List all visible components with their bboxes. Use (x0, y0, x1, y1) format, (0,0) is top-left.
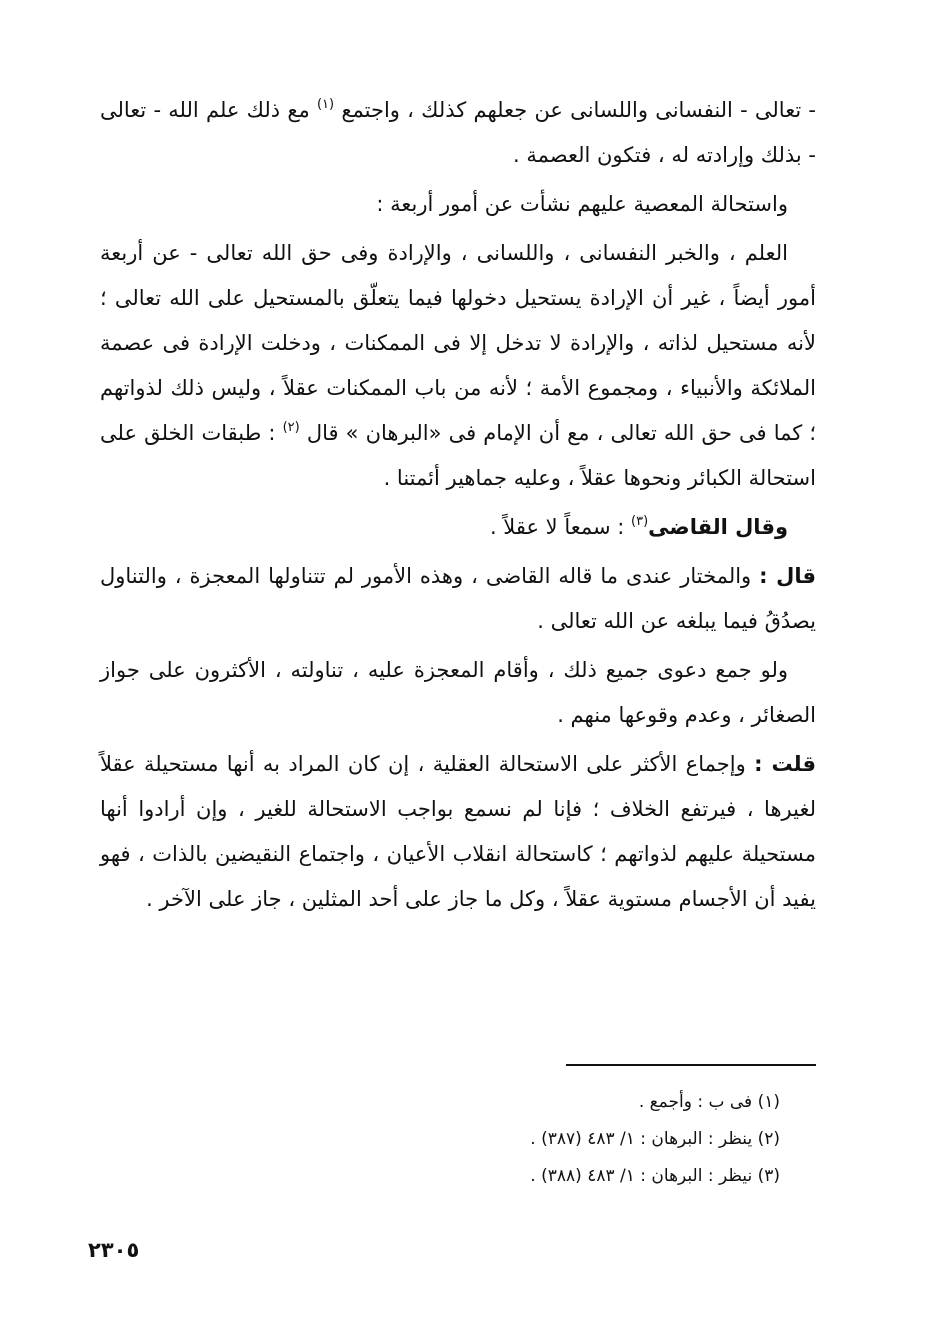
paragraph-5-rest: والمختار عندى ما قاله القاضى ، وهذه الأمور لم تتناولها المعجزة ، والتناول يصدُقُ فيما يبلغه عن الله تعالى . (100, 564, 816, 633)
paragraph-1-part-a: - تعالى - النفسانى واللسانى عن جعلهم كذلك ، واجتمع (334, 98, 816, 122)
footnote-1: (١) فى ب : وأجمع . (638, 1092, 780, 1112)
footnotes (380, 1084, 780, 1195)
paragraph-4 (100, 505, 816, 550)
footnote-ref-3: (٣) (631, 514, 649, 529)
page-number: ٢٣٠٥ (88, 1238, 140, 1262)
footnote-ref-1: (١) (316, 97, 335, 112)
footnote-2: (٢) ينظر : البرهان : ١/ ٤٨٣ (٣٨٧) . (530, 1129, 780, 1149)
footnote-ref-2: (٢) (282, 420, 300, 435)
main-text (100, 88, 816, 922)
paragraph-7 (100, 742, 816, 922)
paragraph-3-part-b: : طبقات الخلق على استحالة الكبائر ونحوها عقلاً ، وعليه جماهير أئمتنا . (100, 421, 816, 490)
paragraph-5-lead: قال : (759, 564, 816, 588)
paragraph-1 (100, 88, 816, 178)
paragraph-4-rest: : سمعاً لا عقلاً . (489, 515, 632, 539)
paragraph-7-lead: قلت : (754, 752, 816, 776)
paragraph-4-lead: وقال القاضى (648, 515, 788, 539)
paragraph-6: ولو جمع دعوى جميع ذلك ، وأقام المعجزة عليه ، تناولته ، الأكثرون على جواز الصغائر ، وعدم وقوعها منهم . (100, 658, 816, 727)
paragraph-3-part-a: العلم ، والخبر النفسانى ، واللسانى ، والإرادة وفى حق الله تعالى - عن أربعة أمور أيضاً ، غير أن الإرادة يستحيل دخولها فيما يتعلّق بالمستحيل على الله تعالى ؛ لأنه مستحيل لذاته ، والإرادة لا تدخل إلا فى الممكنات ، ودخلت الإرادة فى عصمة الملائكة والأنبياء ، ومجموع الأمة ؛ لأنه من باب الممكنات عقلاً ، وليس ذلك لذواتهم ؛ كما فى حق الله تعالى ، مع أن الإمام فى «البرهان » قال (100, 241, 817, 445)
footnote-separator-line (566, 1064, 816, 1066)
paragraph-5 (100, 554, 816, 644)
paragraph-7-rest: وإجماع الأكثر على الاستحالة العقلية ، إن كان المراد به أنها مستحيلة عقلاً لغيرها ، فيرتفع الخلاف ؛ فإنا لم نسمع بواجب الاستحالة للغير ، وإن أرادوا أنها مستحيلة عليهم لذواتهم ؛ كاستحالة انقلاب الأعيان ، واجتماع النقيضين بالذات ، فهو يفيد أن الأجسام مستوية عقلاً ، وكل ما جاز على أحد المثلين ، جاز على الآخر . (100, 752, 816, 911)
paragraph-1-part-b: مع ذلك علم الله - تعالى - بذلك وإرادته له ، فتكون العصمة . (100, 98, 816, 167)
footnote-3: (٣) نيظر : البرهان : ١/ ٤٨٣ (٣٨٨) . (530, 1166, 780, 1186)
paragraph-2: واستحالة المعصية عليهم نشأت عن أمور أربعة : (376, 192, 788, 216)
paragraph-3 (100, 231, 816, 501)
